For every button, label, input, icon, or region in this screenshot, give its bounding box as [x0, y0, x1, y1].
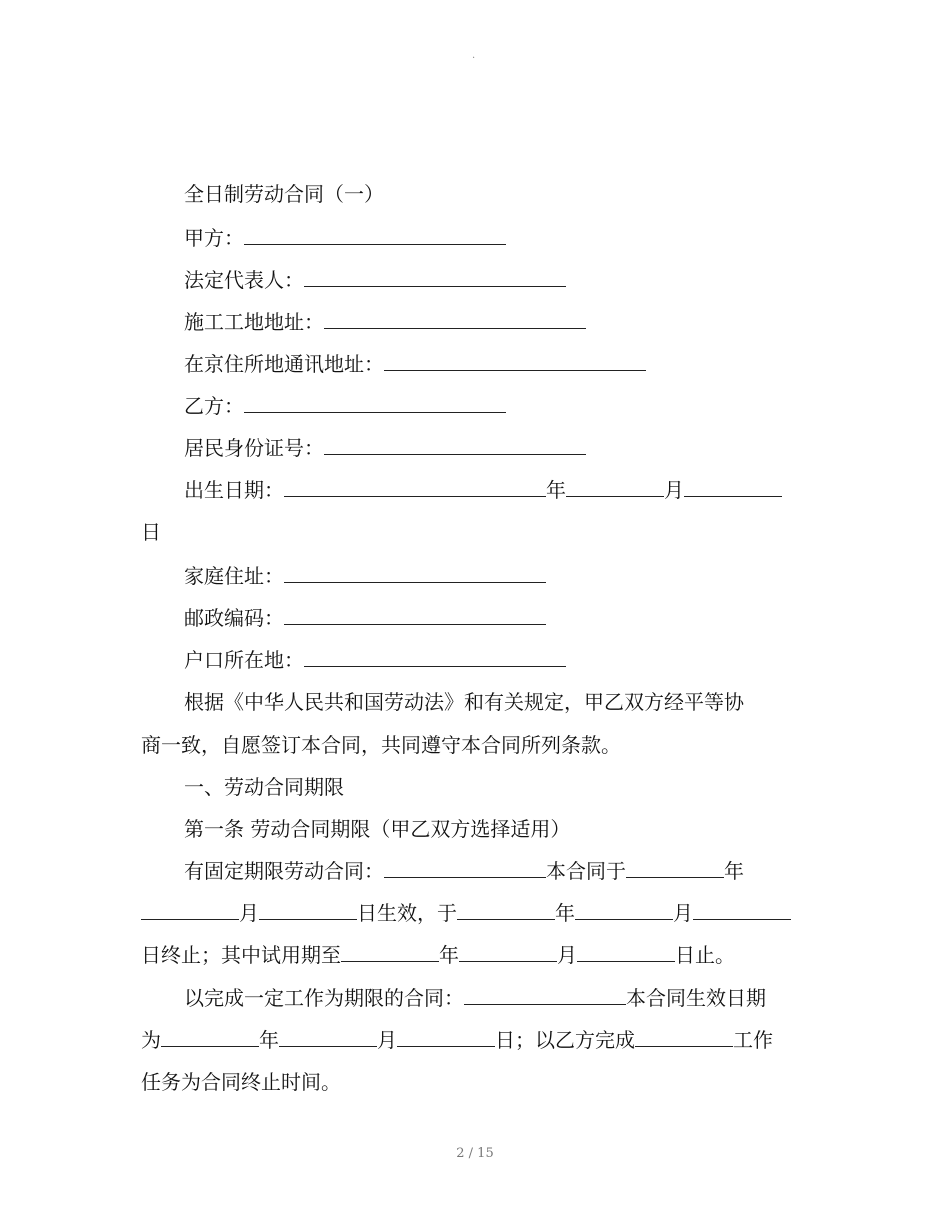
task-work-blank[interactable]: [635, 1028, 733, 1047]
task-effective-text: 本合同生效日期: [626, 986, 766, 1010]
id-number-row: [184, 436, 586, 460]
article-1: 第一条 劳动合同期限（甲乙双方选择适用）: [184, 817, 571, 841]
site-address-blank[interactable]: [324, 310, 586, 329]
legal-rep-row: [184, 268, 566, 292]
party-b-blank[interactable]: [244, 394, 506, 413]
party-a-row: [184, 226, 506, 250]
home-address-label: 家庭住址：: [184, 564, 284, 588]
beijing-address-blank[interactable]: [384, 352, 646, 371]
party-b-label: 乙方：: [184, 394, 244, 418]
party-b-row: [184, 394, 506, 418]
id-number-blank[interactable]: [324, 436, 586, 455]
postal-code-label: 邮政编码：: [184, 606, 284, 630]
task-month-blank[interactable]: [279, 1028, 377, 1047]
probation-day-blank[interactable]: [577, 943, 675, 962]
home-address-row: [184, 564, 546, 588]
probation-until-text: 日止。: [675, 943, 735, 967]
household-reg-row: [184, 648, 566, 672]
start-year-blank[interactable]: [626, 859, 724, 878]
birth-date-row: [184, 478, 782, 502]
birth-date-label: 出生日期：: [184, 478, 284, 502]
postal-code-row: [184, 606, 546, 630]
header-mark: .: [472, 50, 476, 61]
fixed-term-line-2: [141, 901, 791, 925]
start-day-blank[interactable]: [259, 901, 357, 920]
beijing-address-row: [184, 352, 646, 376]
birth-day-label: 日: [141, 520, 161, 544]
household-reg-blank[interactable]: [304, 648, 566, 667]
fixed-term-line-3: [141, 943, 735, 967]
task-day-clause: 日；以乙方完成: [495, 1028, 635, 1052]
end-year-blank[interactable]: [457, 901, 555, 920]
probation-month-label: 月: [557, 943, 577, 967]
task-month-label: 月: [377, 1028, 397, 1052]
end-day-text: 日终止；其中试用期至: [141, 943, 341, 967]
preamble-line-2: 商一致，自愿签订本合同，共同遵守本合同所列条款。: [141, 733, 621, 757]
task-day-blank[interactable]: [397, 1028, 495, 1047]
end-year-label: 年: [555, 901, 575, 925]
postal-code-blank[interactable]: [284, 606, 546, 625]
party-a-blank[interactable]: [244, 226, 506, 245]
probation-year-label: 年: [439, 943, 459, 967]
home-address-blank[interactable]: [284, 564, 546, 583]
birth-day-blank[interactable]: [684, 478, 782, 497]
section-heading: 一、劳动合同期限: [184, 775, 344, 799]
end-day-blank[interactable]: [693, 901, 791, 920]
party-a-label: 甲方：: [184, 226, 244, 250]
legal-rep-label: 法定代表人：: [184, 268, 304, 292]
household-reg-label: 户口所在地：: [184, 648, 304, 672]
contract-title: 全日制劳动合同（一）: [184, 182, 384, 206]
start-month-label: 月: [239, 901, 259, 925]
end-month-blank[interactable]: [575, 901, 673, 920]
task-year-label: 年: [259, 1028, 279, 1052]
birth-year-blank[interactable]: [284, 478, 546, 497]
probation-year-blank[interactable]: [341, 943, 439, 962]
page-number: 2 / 15: [456, 1146, 494, 1161]
fixed-term-start-text: 本合同于: [546, 859, 626, 883]
preamble-line-1: 根据《中华人民共和国劳动法》和有关规定，甲乙双方经平等协: [184, 690, 744, 714]
start-year-label: 年: [724, 859, 744, 883]
task-year-blank[interactable]: [161, 1028, 259, 1047]
task-term-blank[interactable]: [464, 986, 626, 1005]
probation-month-blank[interactable]: [459, 943, 557, 962]
task-term-label: 以完成一定工作为期限的合同：: [184, 986, 464, 1010]
birth-month-label: 月: [664, 478, 684, 502]
fixed-term-line-1: [184, 859, 744, 883]
task-as-text: 为: [141, 1028, 161, 1052]
site-address-row: [184, 310, 586, 334]
beijing-address-label: 在京住所地通讯地址：: [184, 352, 384, 376]
start-month-blank[interactable]: [141, 901, 239, 920]
task-work-text: 工作: [733, 1028, 773, 1052]
fixed-term-label: 有固定期限劳动合同：: [184, 859, 384, 883]
task-term-line-3: 任务为合同终止时间。: [141, 1070, 341, 1094]
task-term-line-1: [184, 986, 766, 1010]
task-term-line-2: [141, 1028, 773, 1052]
effective-text: 日生效，于: [357, 901, 457, 925]
id-number-label: 居民身份证号：: [184, 436, 324, 460]
legal-rep-blank[interactable]: [304, 268, 566, 287]
fixed-term-blank[interactable]: [384, 859, 546, 878]
site-address-label: 施工工地地址：: [184, 310, 324, 334]
birth-month-blank[interactable]: [566, 478, 664, 497]
birth-year-label: 年: [546, 478, 566, 502]
end-month-label: 月: [673, 901, 693, 925]
